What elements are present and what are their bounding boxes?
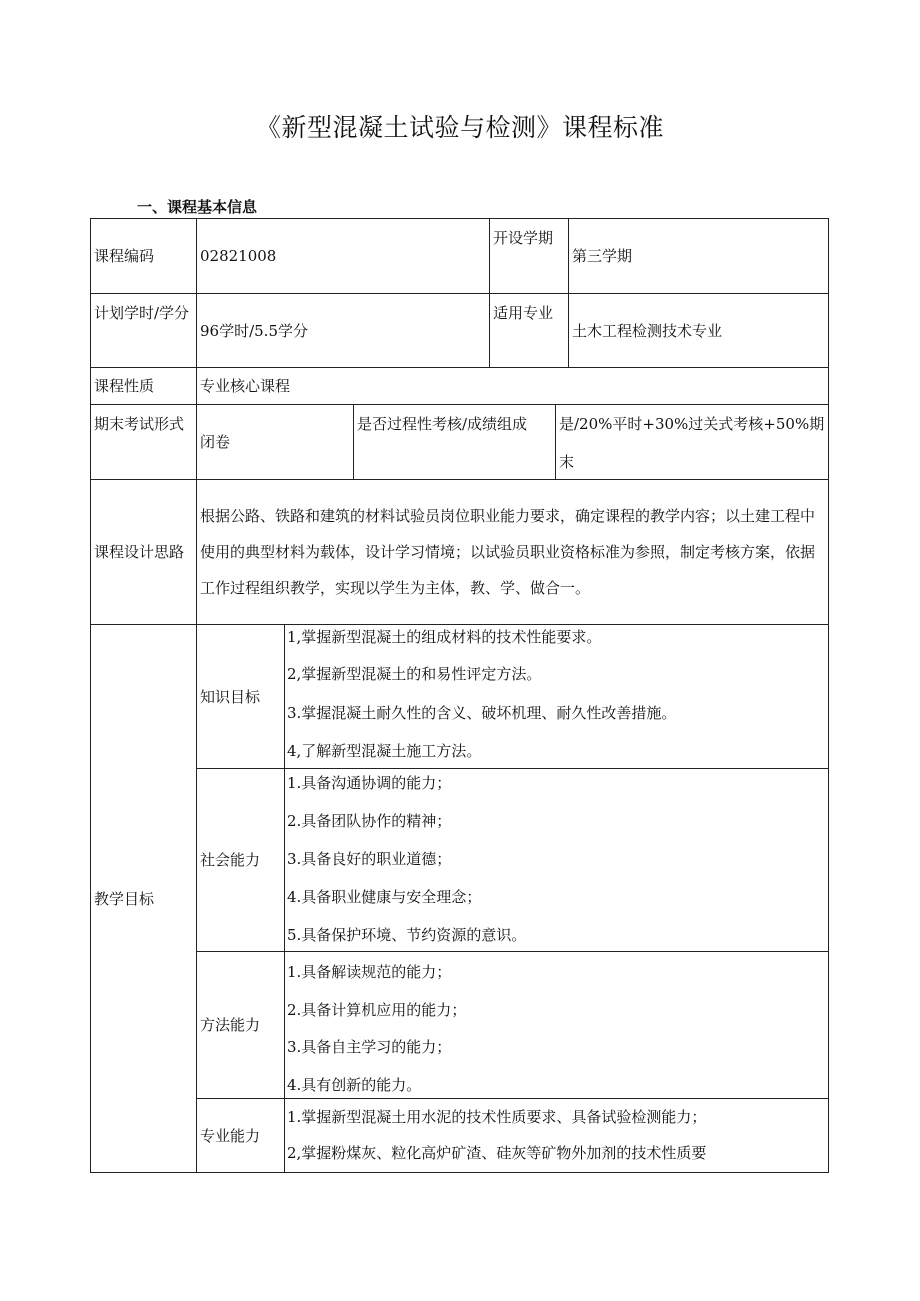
major-value: 土木工程检测技术专业 — [572, 321, 723, 340]
list-item: 4,了解新型混凝土施工方法。 — [287, 742, 482, 760]
list-item: 3.掌握混凝土耐久性的含义、破坏机理、耐久性改善措施。 — [287, 704, 677, 722]
major-label: 适用专业 — [493, 304, 554, 322]
list-item: 3.具备自主学习的能力； — [287, 1038, 452, 1056]
method-ability-label: 方法能力 — [200, 1016, 261, 1034]
list-item: 1,掌握新型混凝土的组成材料的技术性能要求。 — [287, 628, 602, 646]
process-assessment-label: 是否过程性考核/成绩组成 — [357, 415, 528, 433]
list-item: 5.具备保护环境、节约资源的意识。 — [287, 926, 527, 944]
exam-form-value: 闭卷 — [200, 433, 231, 451]
list-item: 1.具备解读规范的能力； — [287, 963, 452, 981]
section-heading-basic-info: 一、课程基本信息 — [137, 198, 258, 216]
list-item: 2,掌握粉煤灰、粒化高炉矿渣、硅灰等矿物外加剂的技术性质要 — [287, 1144, 707, 1162]
course-code-value: 02821008 — [200, 247, 277, 265]
social-ability-label: 社会能力 — [200, 851, 261, 869]
list-item: 2.具备计算机应用的能力； — [287, 1001, 467, 1019]
term-value: 第三学期 — [572, 247, 633, 265]
list-item: 4.具有创新的能力。 — [287, 1076, 422, 1094]
course-code-label: 课程编码 — [94, 247, 155, 265]
list-item: 3.具备良好的职业道德； — [287, 850, 452, 868]
professional-ability-label: 专业能力 — [200, 1126, 261, 1145]
course-design-value: 根据公路、铁路和建筑的材料试验员岗位职业能力要求，确定课程的教学内容；以土建工程中使用的典型材料为载体，设计学习情境；以试验员职业资格标准为参照，制定考核方案，依据工作过程组织教学，实现以学生为主体，教、学、做合一。 — [200, 507, 816, 597]
grid-line — [828, 218, 829, 1173]
grid-line — [196, 951, 829, 952]
list-item: 1.掌握新型混凝土用水泥的技术性质要求、具备试验检测能力； — [287, 1108, 707, 1126]
grid-line — [90, 1172, 829, 1173]
hours-credits-value: 96学时/5.5学分 — [200, 321, 308, 340]
hours-credits-label: 计划学时/学分 — [94, 304, 190, 322]
grid-line — [196, 1098, 829, 1099]
exam-form-label: 期末考试形式 — [94, 415, 185, 433]
grid-line — [196, 768, 829, 769]
list-item: 2.具备团队协作的精神； — [287, 812, 452, 830]
course-design-label: 课程设计思路 — [94, 543, 185, 561]
list-item: 1.具备沟通协调的能力； — [287, 774, 452, 792]
list-item: 4.具备职业健康与安全理念； — [287, 888, 482, 906]
course-nature-value: 专业核心课程 — [200, 377, 291, 395]
teaching-goals-label: 教学目标 — [94, 889, 155, 908]
knowledge-goals-label: 知识目标 — [200, 687, 261, 706]
list-item: 2,掌握新型混凝土的和易性评定方法。 — [287, 665, 542, 683]
term-label: 开设学期 — [493, 229, 554, 247]
course-nature-label: 课程性质 — [94, 377, 155, 395]
process-assessment-value: 是/20%平时+30%过关式考核+50%期末 — [559, 415, 825, 471]
document-title: 《新型混凝土试验与检测》课程标准 — [255, 113, 664, 142]
grid-line — [284, 624, 285, 1173]
